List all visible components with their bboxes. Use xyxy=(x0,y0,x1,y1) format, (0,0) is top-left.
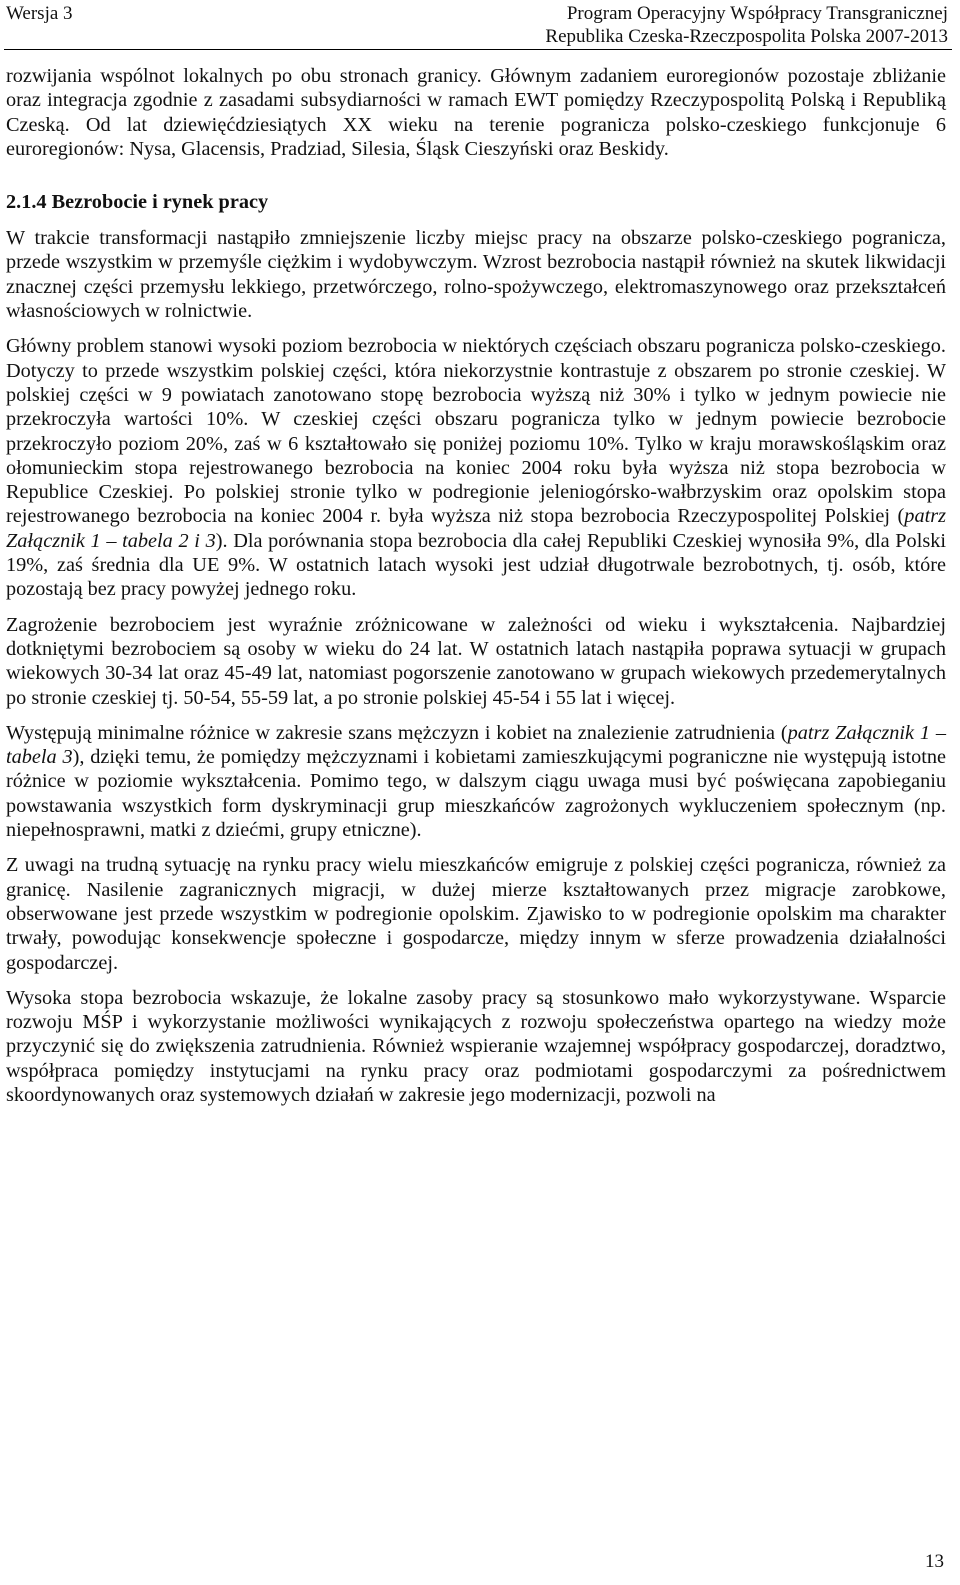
document-version: Wersja 3 xyxy=(6,3,73,24)
program-title-line2: Republika Czeska-Rzeczpospolita Polska 2007-2013 xyxy=(545,26,948,47)
paragraph-text: ), dzięki temu, że pomiędzy mężczyznami i kobietami zamieszkującymi pograniczne nie występują istotne różnice w poziomie wykształcenia. Pomimo tego, w dalszym ciągu uwaga musi być poświęcana zapobieganiu powstawania wszystkich form dyskryminacji grup mieszkańców zagrożonych wykluczeniem społecznym (np. niepełnosprawni, matki z dziećmi, grupy etniczne). xyxy=(6,746,947,842)
paragraph-gender xyxy=(6,721,946,842)
page-number: 13 xyxy=(925,1551,944,1572)
annex-reference: patrz Załącznik 1 – tabela 3 xyxy=(6,721,946,769)
program-title-line1: Program Operacyjny Współpracy Transgranicznej xyxy=(566,3,948,24)
paragraph-transformation: W trakcie transformacji nastąpiło zmniejszenie liczby miejsc pracy na obszarze polsko-czeskiego pogranicza, przede wszystkim w przemyśle ciężkim i wydobywczym. Wzrost bezrobocia nastąpił również na skutek likwidacji znacznej części przemysłu lekkiego, przetwórczego, rolno-spożywczego, elektromaszynowego oraz przekształceń własnościowych w rolnictwie. xyxy=(6,227,946,323)
paragraph-migration: Z uwagi na trudną sytuację na rynku pracy wielu mieszkańców emigruje z polskiej części pogranicza, również za granicę. Nasilenie zagranicznych migracji, w dużej mierze kształtowanych przez migracje zarobkowe, obserwowane jest przede wszystkim w podregionie opolskim. Zjawisko to w podregionie opolskim ma charakter trwały, powodując konsekwencje społeczne i gospodarcze, między innym w sferze prowadzenia działalności gospodarczej. xyxy=(6,854,946,974)
paragraph-unemployment-level xyxy=(6,334,946,601)
program-title xyxy=(545,2,948,48)
annex-reference: patrz Załącznik 1 – tabela 2 i 3 xyxy=(6,505,946,552)
header-divider xyxy=(4,49,952,50)
paragraph-text: Występują minimalne różnice w zakresie szans mężczyzn i kobiet na znalezienie zatrudnienia ( xyxy=(6,721,788,744)
paragraph-text: Główny problem stanowi wysoki poziom bezrobocia w niektórych częściach obszaru pogranicza polsko-czeskiego. Dotyczy to przede wszystkim polskiej części, która niekorzystnie kontrastuje z obszarem po stronie czeskiej. W polskiej części w 9 powiatach zanotowano stopę bezrobocia wyższą niż 30% i tylko w jednym powiecie nie przekroczyła wartości 10%. W czeskiej części obszaru pogranicza tylko w jednym powiecie bezrobocie przekroczyło poziom 20%, zaś w 6 kształtowało się poniżej poziomu 10%. Tylko w kraju morawskośląskim oraz ołomunieckim stopa rejestrowanego bezrobocia na koniec 2004 roku była wyższa niż stopa bezrobocia w Republice Czeskiej. Po polskiej stronie tylko w podregionie jeleniogórsko-wałbrzyskim oraz opolskim stopa rejestrowanego bezrobocia na koniec 2004 r. była wyższa niż stopa bezrobocia Rzeczypospolitej Polskiej ( xyxy=(6,335,946,528)
paragraph-text: ). Dla porównania stopa bezrobocia dla całej Republiki Czeskiej wynosiła 9%, dla Polski 19%, zaś średnia dla UE 9%. W ostatnich latach wysoki jest udział długotrwale bezrobotnych, tj. osób, które pozostają bez pracy powyżej jednego roku. xyxy=(6,529,947,601)
document-body xyxy=(6,64,946,1118)
section-heading: 2.1.4 Bezrobocie i rynek pracy xyxy=(6,191,269,214)
intro-paragraph: rozwijania wspólnot lokalnych po obu stronach granicy. Głównym zadaniem euroregionów pozostaje zbliżanie oraz integracja zgodnie z zasadami subsydiarności w ramach EWT pomiędzy Rzeczypospolitą Polską i Republiką Czeską. Od lat dziewięćdziesiątych XX wieku na terenie pogranicza polsko-czeskiego funkcjonuje 6 euroregionów: Nysa, Glacensis, Pradziad, Silesia, Śląsk Cieszyński oraz Beskidy. xyxy=(6,65,946,160)
paragraph-labour-resources: Wysoka stopa bezrobocia wskazuje, że lokalne zasoby pracy są stosunkowo mało wykorzystywane. Wsparcie rozwoju MŚP i wykorzystanie możliwości wynikających z rozwoju społeczeństwa opartego na wiedzy może przyczynić się do zwiększenia zatrudnienia. Również wspieranie wzajemnej współpracy gospodarczej, doradztwo, współpraca pomiędzy instytucjami na rynku pracy oraz podmiotami gospodarczymi za pośrednictwem skoordynowanych oraz systemowych działań w zakresie jego modernizacji, pozwoli na xyxy=(6,986,946,1106)
paragraph-age-education: Zagrożenie bezrobociem jest wyraźnie zróżnicowane w zależności od wieku i wykształcenia. Najbardziej dotkniętymi bezrobociem są osoby w wieku do 24 lat. W ostatnich latach nastąpiła poprawa sytuacji w grupach wiekowych 30-34 lat oraz 45-49 lat, natomiast pogorszenie zanotowano w grupach wiekowych przedemerytalnych po stronie czeskiej tj. 50-54, 55-59 lat, a po stronie polskiej 45-54 i 55 lat i więcej. xyxy=(6,613,946,709)
page-header xyxy=(0,0,960,52)
